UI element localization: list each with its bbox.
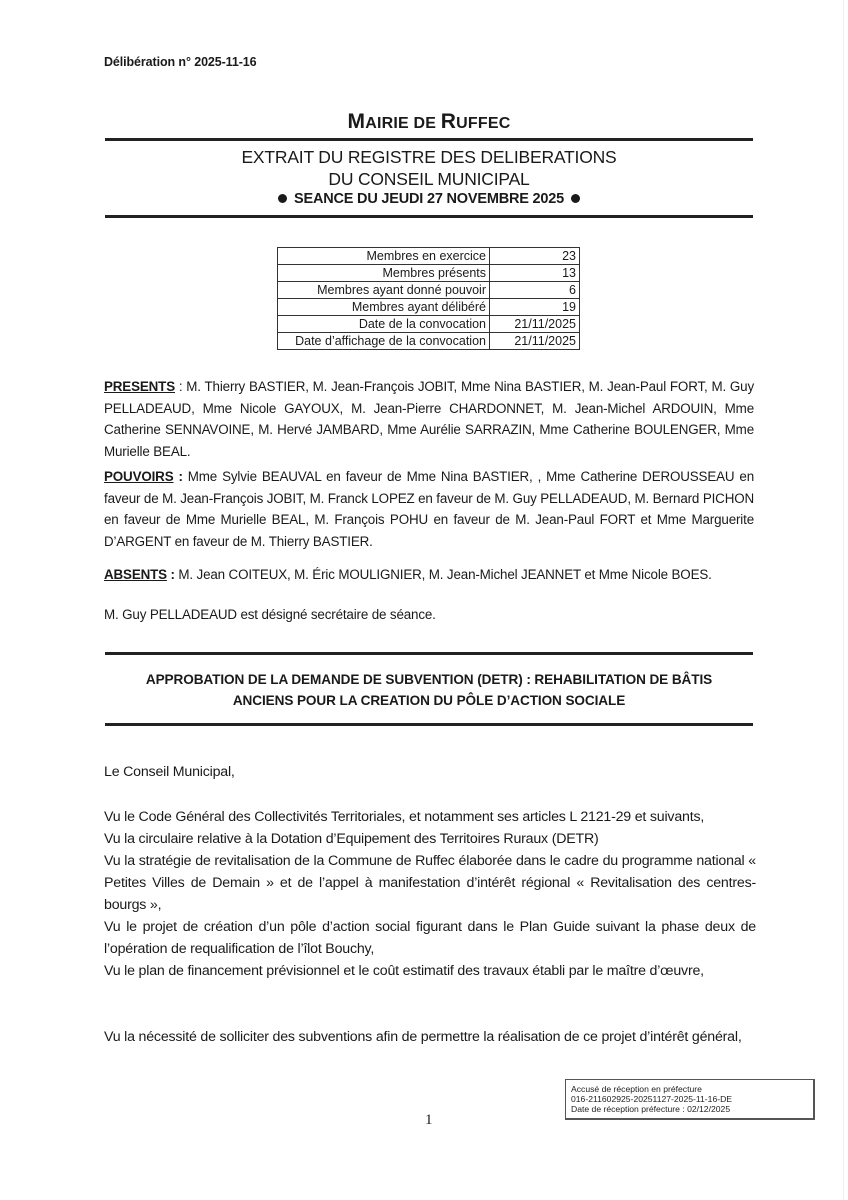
vu-item: Vu la circulaire relative à la Dotation d’Equipement des Territoires Ruraux (DETR) <box>104 831 599 847</box>
page-number: 1 <box>425 1112 433 1128</box>
absents-heading: ABSENTS <box>104 567 167 582</box>
prefecture-receipt-stamp: Accusé de réception en préfecture 016-211602925-20251127-2025-11-16-DE Date de réception préfecture : 02/12/2025 <box>565 1079 815 1120</box>
table-row: Date de la convocation 21/11/2025 <box>278 316 580 333</box>
header-rule-bottom <box>105 215 753 218</box>
extrait-heading: EXTRAIT DU REGISTRE DES DELIBERATIONS DU CONSEIL MUNICIPAL <box>241 147 617 189</box>
vu-list <box>104 806 756 982</box>
table-row: Membres ayant délibéré 19 <box>278 299 580 316</box>
conseil-intro: Le Conseil Municipal, <box>104 764 235 780</box>
table-row: Membres présents 13 <box>278 265 580 282</box>
table-row: Membres ayant donné pouvoir 6 <box>278 282 580 299</box>
scan-edge <box>843 0 844 1200</box>
vu-item: Vu la stratégie de revitalisation de la Commune de Ruffec élaborée dans le cadre du programme national « Petites Villes de Demain » et de l’appel à manifestation d’intérêt régional « Revitalisation des centres-bourgs », <box>104 853 756 913</box>
deliberation-number: Délibération n° 2025-11-16 <box>104 55 257 69</box>
bullet-icon <box>571 194 580 203</box>
section-rule-bottom <box>105 723 753 726</box>
section-title: APPROBATION DE LA DEMANDE DE SUBVENTION (DETR) : REHABILITATION DE BÂTIS ANCIENS POUR LA CREATION DU PÔLE D’ACTION SOCIALE <box>145 672 713 708</box>
seance-date: SEANCE DU JEUDI 27 NOVEMBRE 2025 <box>105 191 753 207</box>
members-stats-table <box>277 247 580 350</box>
bullet-icon <box>278 194 287 203</box>
presents-heading: PRESENTS <box>104 379 175 394</box>
necessite-paragraph: Vu la nécessité de solliciter des subventions afin de permettre la réalisation de ce projet d’intérêt général, <box>104 1029 742 1045</box>
table-row: Date d’affichage de la convocation 21/11/2025 <box>278 333 580 350</box>
mairie-title: MAIRIE DE RUFFEC <box>347 110 511 133</box>
presents-paragraph: PRESENTS : M. Thierry BASTIER, M. Jean-François JOBIT, Mme Nina BASTIER, M. Jean-Paul FORT, M. Guy PELLADEAUD, Mme Nicole GAYOUX, M. Jean-Pierre CHARDONNET, M. Jean-Michel ARDOUIN, Mme Catherine SENNAVOINE, M. Hervé JAMBARD, Mme Aurélie SARRAZIN, Mme Catherine BOULENGER, Mme Murielle BEAL. <box>104 379 754 459</box>
secretaire-line: M. Guy PELLADEAUD est désigné secrétaire de séance. <box>104 607 436 622</box>
table-row: Membres en exercice 23 <box>278 248 580 265</box>
section-rule-top <box>105 652 753 655</box>
pouvoirs-heading: POUVOIRS <box>104 469 174 484</box>
vu-item: Vu le plan de financement prévisionnel et le coût estimatif des travaux établi par le maître d’œuvre, <box>104 963 704 979</box>
absents-paragraph: ABSENTS : M. Jean COITEUX, M. Éric MOULIGNIER, M. Jean-Michel JEANNET et Mme Nicole BOES. <box>104 567 712 582</box>
header-rule-top <box>105 138 753 141</box>
vu-item: Vu le Code Général des Collectivités Territoriales, et notamment ses articles L 2121-29 et suivants, <box>104 809 705 825</box>
pouvoirs-paragraph: POUVOIRS : Mme Sylvie BEAUVAL en faveur de Mme Nina BASTIER, , Mme Catherine DEROUSSEAU en faveur de M. Jean-François JOBIT, M. Franck LOPEZ en faveur de M. Guy PELLADEAUD, M. Bernard PICHON en faveur de Mme Murielle BEAL, M. François POHU en faveur de M. Jean-Paul FORT et Mme Marguerite D’ARGENT en faveur de M. Thierry BASTIER. <box>104 469 755 549</box>
vu-item: Vu le projet de création d’un pôle d’action social figurant dans le Plan Guide suivant la phase deux de l’opération de requalification de l’îlot Bouchy, <box>104 919 756 957</box>
